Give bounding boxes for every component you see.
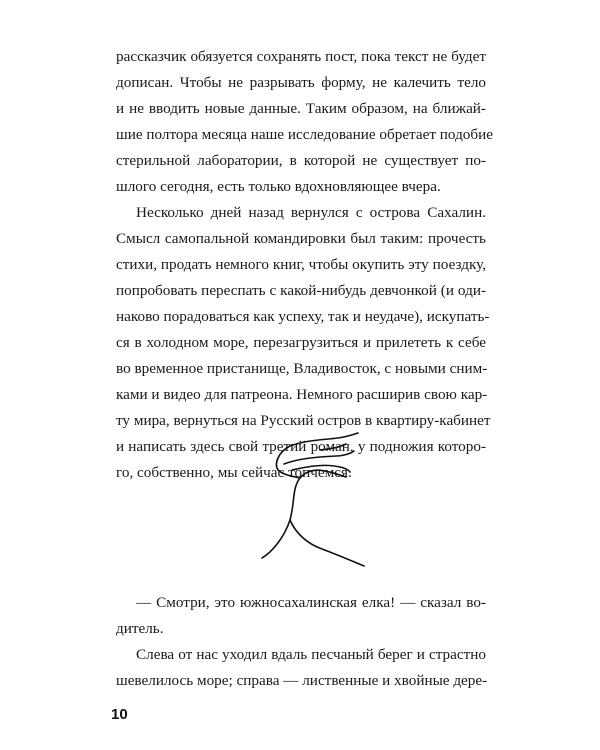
text-line: рассказчик обязуется сохранять пост, пока текст не будет	[116, 48, 486, 65]
text-line: ками и видео для патреона. Немного расширив свою кар-	[116, 386, 488, 403]
text-line: Смысл самопальной командировки был таким: прочесть	[116, 230, 486, 247]
text-line: Слева от нас уходил вдаль песчаный берег и страстно	[136, 646, 486, 663]
text-line: дописан. Чтобы не разрывать форму, не калечить тело	[116, 74, 486, 91]
windswept-tree-sketch-icon	[260, 430, 370, 580]
text-line: шлого сегодня, есть только вдохновляющее вчера.	[116, 178, 441, 195]
text-line: и не вводить новые данные. Таким образом, на ближай-	[116, 100, 486, 117]
text-line: попробовать переспать с какой-нибудь девчонкой (и оди-	[116, 282, 486, 299]
text-line: — Смотри, это южносахалинская елка! — сказал во-	[136, 594, 486, 611]
paragraph-block-bottom	[116, 590, 486, 694]
text-line: шевелилось море; справа — лиственные и хвойные дере-	[116, 672, 488, 689]
text-line: ся в холодном море, перезагрузиться и прилететь к себе	[116, 334, 486, 351]
text-line: дитель.	[116, 620, 164, 637]
text-line: стерильной лаборатории, в которой не существует по-	[116, 152, 486, 169]
text-line: го, собственно, мы сейчас топчемся.	[116, 464, 352, 481]
text-line: стихи, продать немного книг, чтобы окупить эту поездку,	[116, 256, 486, 273]
paragraph-block-top	[116, 44, 493, 486]
text-line: шие полтора месяца наше исследование обретает подобие	[116, 126, 493, 143]
text-line: Несколько дней назад вернулся с острова Сахалин.	[136, 204, 486, 221]
text-line: и написать здесь свой третий роман, у подножия которо-	[116, 438, 486, 455]
text-line: наково порадоваться как успеху, так и неудаче), искупать-	[116, 308, 490, 325]
text-line: во временное пристанище, Владивосток, с новыми сним-	[116, 360, 488, 377]
page-number: 10	[111, 706, 128, 723]
text-line: ту мира, вернуться на Русский остров в квартиру-кабинет	[116, 412, 491, 429]
